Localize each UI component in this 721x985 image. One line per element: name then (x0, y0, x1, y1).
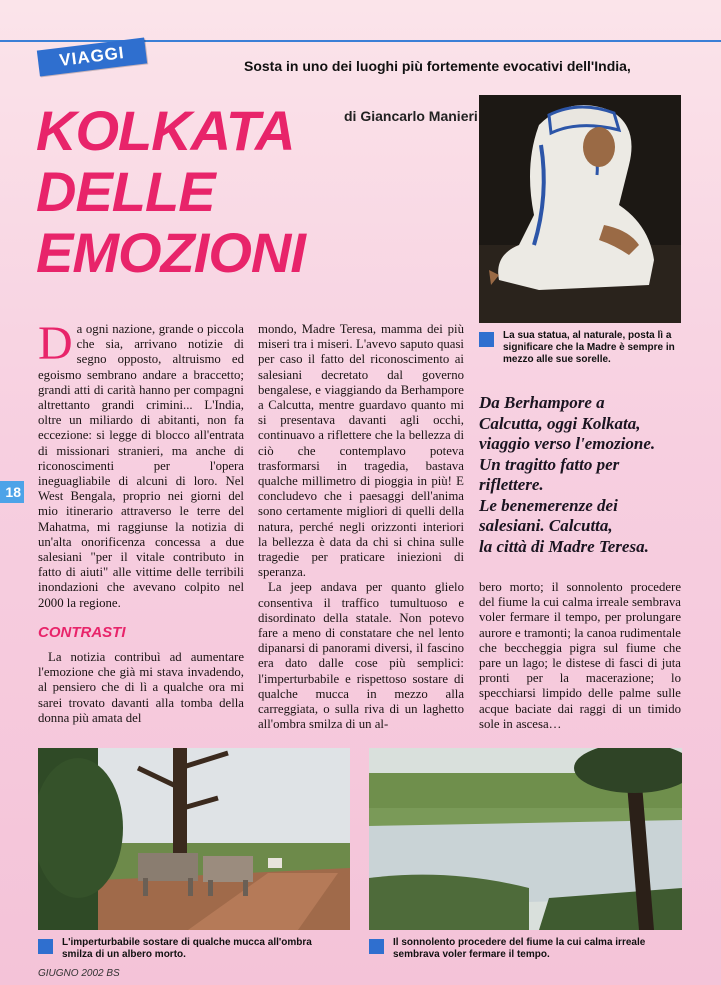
caption-marker (38, 939, 53, 954)
pull-quote-line: la città di Madre Teresa. (479, 536, 649, 556)
pull-quote-line: salesiani. Calcutta, (479, 516, 613, 535)
body-paragraph: a ogni nazione, grande o piccola che sia, arrivano notizie di segno opposto, altruismo ed egoismo sembrano andare a braccetto; grandi atti di carità hanno per compagni altrettanto grandi crimini... L'India, oltre un miliardo di abitanti, non fa eccezione: si legge di blocco all'entrata di missionari stranieri, ma anche di riconoscimenti per l'opera ineguagliabile di alcuni di loro. Nel West Bengala, proprio nei giorni del mio itinerario attraverso le terre del Mahatma, mi raggiunse la notizia di un'alta onorificenza concessa a due salesiani "per il vitale contributo in fatto di aiuti" alle vittime delle terribili inondazioni che avevano colpito nel 2000 la regione. (38, 322, 244, 610)
pull-quote-line: Da Berhampore a (479, 393, 605, 412)
pull-quote-line: viaggio verso l'emozione. (479, 434, 656, 453)
subheading: CONTRASTI (38, 623, 126, 641)
byline: di Giancarlo Manieri (344, 108, 478, 124)
title-line: KOLKATA (36, 99, 295, 162)
title-line: DELLE (36, 160, 215, 223)
body-paragraph: mondo, Madre Teresa, mamma dei più miseri tra i miseri. L'avevo saputo quasi per caso il fatto del riconoscimento ai salesiani decretato dal governo bengalese, e viaggiando da Berhampore a Calcutta, mentre guardavo quanto mi si presentava davanti agli occhi, continuavo a riflettere che la bellezza di ciò che contemplavo poteva trasformarsi in tragedia, bastava qualche millimetro di pioggia in più! E concludevo che i paesaggi dell'anima sono certamente migliori di quelli della natura, perché negli orizzonti interiori la bellezza è data da chi si china sulle tragedie per praticare iniezioni di speranza. (258, 322, 464, 580)
statue-photo (479, 95, 681, 323)
section-tag: VIAGGI (37, 38, 147, 77)
body-paragraph: bero morto; il sonnolento procedere del fiume la cui calma irreale sembrava voler fermare il tempo, per prolungare aurore e tramonti; la canoa rudimentale che beccheggia pigra sul fiume che pare un lago; le distese di fasci di juta pronti per la macerazione; lo specchiarsi limpido delle palme sulle acque baciate dai raggi di un timido sole in ascesa… (479, 580, 681, 731)
river-caption: Il sonnolento procedere del fiume la cui calma irreale sembrava voler fermare il tempo. (393, 937, 646, 960)
body-column-3 (479, 580, 681, 732)
body-column-1 (38, 317, 244, 726)
pull-quote-line: Calcutta, oggi Kolkata, (479, 413, 641, 433)
pull-quote-line: riflettere. (479, 475, 544, 494)
caption-marker (369, 939, 384, 954)
body-paragraph: La jeep andava per quanto glielo consentiva il traffico tumultuoso e disordinato della statale. Non potevo fare a meno di constatare che nel lento dipanarsi di panorami diversi, il fascino era dato dalle cose più semplici: l'imperturbabile e rispettoso sostare di qualche mucca in mezzo alla carreggiata, o sulla riva di un laghetto all'ombra smilza di un al- (258, 580, 464, 732)
pull-quote-line: Un tragitto fatto per (479, 454, 620, 474)
pull-quote-line: Le benemerenze dei (479, 495, 618, 515)
footer-issue: GIUGNO 2002 BS (38, 968, 120, 979)
cow-caption: L'imperturbabile sostare di qualche mucca all'ombra smilza di un albero morto. (62, 937, 312, 960)
cow-photo (38, 748, 350, 930)
page-number: 18 (0, 481, 24, 503)
article-title (36, 100, 356, 283)
body-paragraph: La notizia contribuì ad aumentare l'emozione che già mi stava invadendo, al pensiero che di lì a qualche ora mi sarei trovato davanti alla tomba della donna più amata del (38, 650, 244, 725)
river-photo (369, 748, 682, 930)
title-line: EMOZIONI (36, 221, 305, 284)
drop-cap: D (38, 317, 73, 370)
statue-caption: La sua statua, al naturale, posta lì a significare che la Madre è sempre in mezzo alle sue sorelle. (503, 330, 675, 365)
body-column-2 (258, 322, 464, 732)
caption-marker (479, 332, 494, 347)
kicker: Sosta in uno dei luoghi più fortemente evocativi dell'India, (244, 58, 631, 74)
pull-quote (479, 393, 709, 557)
